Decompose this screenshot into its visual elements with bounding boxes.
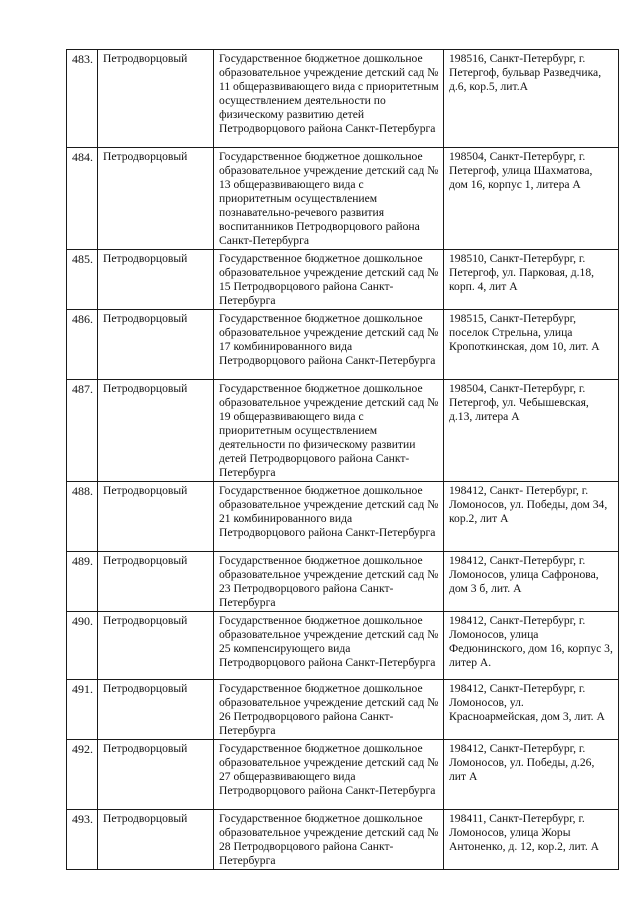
table-row (67, 612, 619, 680)
table-row (67, 50, 619, 148)
row-address: 198412, Санкт- Петербург, г. Ломоносов, ул. Победы, дом 34, кор.2, лит А (444, 482, 619, 552)
table-row (67, 552, 619, 612)
table-row (67, 680, 619, 740)
institutions-table (66, 49, 619, 870)
row-address: 198510, Санкт-Петербург, г. Петергоф, ул. Парковая, д.18, корп. 4, лит А (444, 250, 619, 310)
row-district: Петродворцовый (98, 740, 214, 810)
row-institution-name: Государственное бюджетное дошкольное образовательное учреждение детский сад № 23 Петродворцового района Санкт-Петербурга (214, 552, 444, 612)
row-district: Петродворцовый (98, 50, 214, 148)
row-address: 198504, Санкт-Петербург, г. Петергоф, ул. Чебышевская, д.13, литера А (444, 380, 619, 482)
row-address: 198412, Санкт-Петербург, г. Ломоносов, улица Сафронова, дом 3 б, лит. А (444, 552, 619, 612)
row-institution-name: Государственное бюджетное дошкольное образовательное учреждение детский сад № 15 Петродворцового района Санкт-Петербурга (214, 250, 444, 310)
row-institution-name: Государственное бюджетное дошкольное образовательное учреждение детский сад № 17 комбинированного вида Петродворцового района Санкт-Петербурга (214, 310, 444, 380)
table-row (67, 250, 619, 310)
row-institution-name: Государственное бюджетное дошкольное образовательное учреждение детский сад № 11 общеразвивающего вида с приоритетным осуществлением деятельности по физическому развитию детей Петродворцового района Санкт-Петербурга (214, 50, 444, 148)
row-address: 198515, Санкт-Петербург, поселок Стрельна, улица Кропоткинская, дом 10, лит. А (444, 310, 619, 380)
row-number: 488. (67, 482, 98, 552)
row-institution-name: Государственное бюджетное дошкольное образовательное учреждение детский сад № 28 Петродворцового района Санкт-Петербурга (214, 810, 444, 870)
row-district: Петродворцовый (98, 680, 214, 740)
row-number: 484. (67, 148, 98, 250)
table-row (67, 740, 619, 810)
row-number: 492. (67, 740, 98, 810)
row-district: Петродворцовый (98, 482, 214, 552)
row-number: 487. (67, 380, 98, 482)
row-address: 198412, Санкт-Петербург, г. Ломоносов, ул. Победы, д.26, лит А (444, 740, 619, 810)
row-district: Петродворцовый (98, 380, 214, 482)
row-institution-name: Государственное бюджетное дошкольное образовательное учреждение детский сад № 21 комбинированного вида Петродворцового района Санкт-Петербурга (214, 482, 444, 552)
row-institution-name: Государственное бюджетное дошкольное образовательное учреждение детский сад № 26 Петродворцового района Санкт-Петербурга (214, 680, 444, 740)
row-address: 198516, Санкт-Петербург, г. Петергоф, бульвар Разведчика, д.6, кор.5, лит.А (444, 50, 619, 148)
row-number: 483. (67, 50, 98, 148)
row-address: 198412, Санкт-Петербург, г. Ломоносов, ул. Красноармейская, дом 3, лит. А (444, 680, 619, 740)
row-number: 486. (67, 310, 98, 380)
row-address: 198411, Санкт-Петербург, г. Ломоносов, улица Жоры Антоненко, д. 12, кор.2, лит. А (444, 810, 619, 870)
table-row (67, 482, 619, 552)
row-address: 198412, Санкт-Петербург, г. Ломоносов, улица Федюнинского, дом 16, корпус 3, литер А. (444, 612, 619, 680)
table-row (67, 148, 619, 250)
table-row (67, 310, 619, 380)
row-district: Петродворцовый (98, 612, 214, 680)
row-district: Петродворцовый (98, 148, 214, 250)
row-institution-name: Государственное бюджетное дошкольное образовательное учреждение детский сад № 13 общеразвивающего вида с приоритетным осуществлением познавательно-речевого развития воспитанников Петродворцового района Санкт-Петербурга (214, 148, 444, 250)
row-number: 493. (67, 810, 98, 870)
row-institution-name: Государственное бюджетное дошкольное образовательное учреждение детский сад № 27 общеразвивающего вида Петродворцового района Санкт-Петербурга (214, 740, 444, 810)
row-district: Петродворцовый (98, 810, 214, 870)
row-number: 490. (67, 612, 98, 680)
row-district: Петродворцовый (98, 250, 214, 310)
row-district: Петродворцовый (98, 552, 214, 612)
table-row (67, 380, 619, 482)
row-address: 198504, Санкт-Петербург, г. Петергоф, улица Шахматова, дом 16, корпус 1, литера А (444, 148, 619, 250)
table-row (67, 810, 619, 870)
row-number: 485. (67, 250, 98, 310)
row-district: Петродворцовый (98, 310, 214, 380)
row-number: 489. (67, 552, 98, 612)
row-institution-name: Государственное бюджетное дошкольное образовательное учреждение детский сад № 19 общеразвивающего вида с приоритетным осуществлением деятельности по физическому развитии детей Петродворцового района Санкт-Петербурга (214, 380, 444, 482)
row-number: 491. (67, 680, 98, 740)
row-institution-name: Государственное бюджетное дошкольное образовательное учреждение детский сад № 25 компенсирующего вида Петродворцового района Санкт-Петербурга (214, 612, 444, 680)
